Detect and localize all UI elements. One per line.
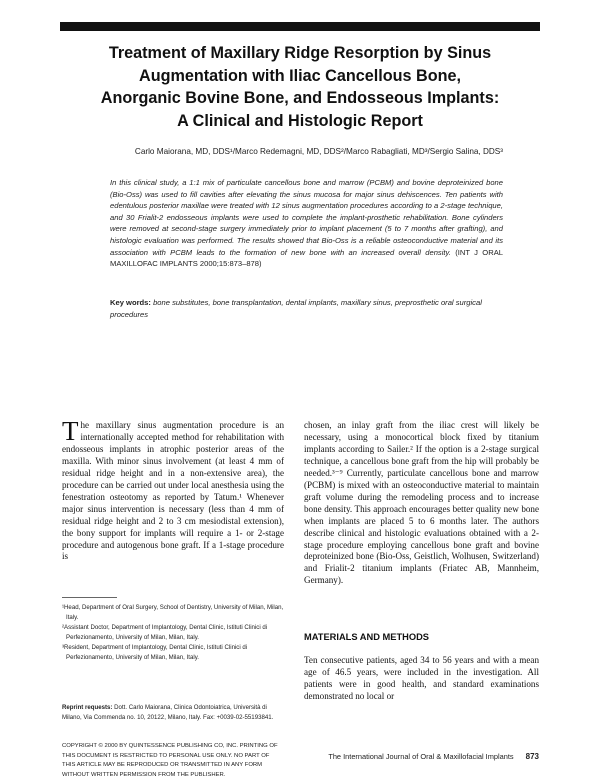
reprint-label: Reprint requests: <box>62 704 113 711</box>
running-footer <box>304 752 539 761</box>
abstract-citation: (INT J ORAL MAXILLOFAC IMPLANTS 2000;15:873–878) <box>110 247 503 269</box>
article-title <box>60 42 540 132</box>
page-number: 873 <box>525 752 539 761</box>
body-left-text: he maxillary sinus augmentation procedure is an internationally accepted method for rehabilitation with endosseous implants in atrophic posterior areas of the maxilla. With minor sinus involvement (at least 4 mm of residual ridge height and in a non-extensive area), the procedure can be carried out under local anesthesia using the fenestration osteotomy as reported by Tatum.¹ Whenever major sinus intervention is necessary (less than 4 mm of residual ridge height and 2 to 3 cm mesiodistal extension), the bony support for implants will require a 1- or 2-stage procedure and autogenous bone graft. If a 1-stage procedure is <box>62 420 284 562</box>
body-column-left <box>62 416 284 563</box>
footnote: ³Resident, Department of Implantology, Dental Clinic, Istituti Clinici di Perfezionamento, University of Milan, Milan, Italy. <box>62 644 248 661</box>
author-list: Carlo Maiorana, MD, DDS¹/Marco Redemagni, MD, DDS²/Marco Rabagliati, MD³/Sergio Salina, DDS³ <box>134 147 503 156</box>
footnote-divider <box>62 597 117 598</box>
body-right-text: chosen, an inlay graft from the iliac crest will likely be necessary, using a monocortical block fixed by titanium implants according to Sailer.² If the option is a 2-stage surgical technique, a cancellous bone graft from the hip will probably be needed.³⁻⁹ Currently, particulate cancellous bone and marrow (PCBM) is mixed with an osteoconductive material to maintain graft volume during the remodeling process and to increase bone density. This approach encourages better quality new bone when implants are placed 5 to 6 months later. The authors describe clinical and histologic evaluations obtained with a 2-stage procedure employing cancellous bone graft and bovine deproteinized bone (Bio-Oss, Geistlich, Wolhusen, Switzerland) and Frialit-2 titanium implants (Friatec AB, Mannheim, Germany). <box>304 420 539 586</box>
footnotes <box>62 603 284 663</box>
section-heading: MATERIALS AND METHODS <box>304 632 429 642</box>
title-line: Treatment of Maxillary Ridge Resorption by Sinus <box>108 44 492 62</box>
abstract <box>110 177 503 270</box>
footnote: ²Assistant Doctor, Department of Implantology, Dental Clinic, Istituti Clinici di Perfezionamento, University of Milan, Milan, Italy. <box>62 624 268 641</box>
keywords-label: Key words: <box>110 298 151 307</box>
keywords <box>110 297 503 320</box>
header-bar <box>60 22 540 31</box>
abstract-text: In this clinical study, a 1:1 mix of particulate cancellous bone and marrow (PCBM) and bovine deproteinized bone (Bio-Oss) was used to fill cavities after elevating the sinus mucosa for major sinus dehiscences. Ten patients with edentulous posterior maxillae were treated with 12 sinus augmentation procedures according to a 2-stage technique, and 30 Frialit-2 endosseous implants were used to complete the implant-prosthetic rehabilitation. Bone cylinders were removed at second-stage surgery immediately prior to implant placement (5 to 7 months after grafting), and histologic evaluation was performed. The results showed that Bio-Oss is a reliable osteoconductive material and its association with PCBM leads to the formation of new bone with an increased overall density. <box>110 178 503 257</box>
title-line: A Clinical and Histologic Report <box>177 111 423 130</box>
copyright-notice: COPYRIGHT © 2000 BY QUINTESSENCE PUBLISHING CO, INC. PRINTING OF THIS DOCUMENT IS RESTRICTED TO PERSONAL USE ONLY. NO PART OF THIS ARTICLE MAY BE REPRODUCED OR TRANSMITTED IN ANY FORM WITHOUT WRITTEN PERMISSION FROM THE PUBLISHER. <box>62 743 278 776</box>
footnote: ¹Head, Department of Oral Surgery, School of Dentistry, University of Milan, Milan, Italy. <box>62 604 284 621</box>
body-column-right <box>304 420 539 587</box>
drop-cap: T <box>62 416 79 446</box>
keywords-text: bone substitutes, bone transplantation, dental implants, maxillary sinus, preprosthetic oral surgical procedures <box>110 298 482 319</box>
title-line: Augmentation with Iliac Cancellous Bone, <box>139 66 461 85</box>
reprint-text: Dott. Carlo Maiorana, Clinica Odontoiatrica, Università di Milano, Via Commenda no. 10, 20122, Milano, Italy. Fax: +0039-02-55193841. <box>62 704 274 721</box>
title-line: Anorganic Bovine Bone, and Endosseous Implants: <box>100 89 500 107</box>
journal-name: The International Journal of Oral & Maxillofacial Implants <box>328 752 514 761</box>
section-body: Ten consecutive patients, aged 34 to 56 years and with a mean age of 46.5 years, were included in the investigation. All patients were in good health, and standard examinations demonstrated no local or <box>304 655 539 701</box>
reprint-requests <box>62 703 284 723</box>
